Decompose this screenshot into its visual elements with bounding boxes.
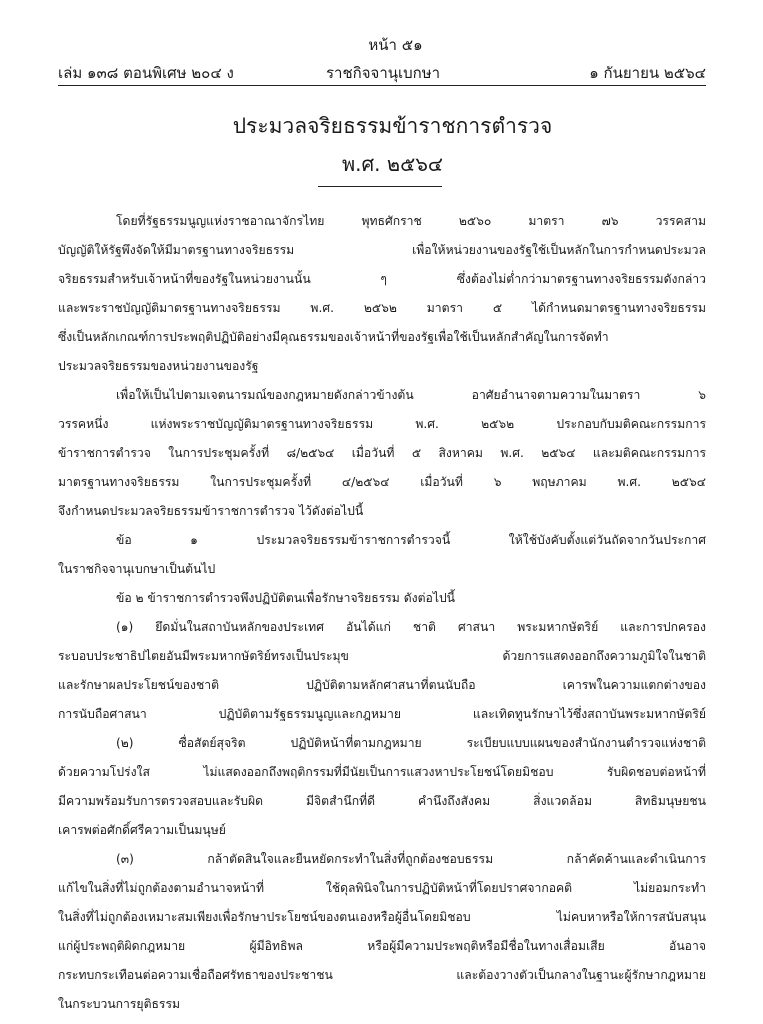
paragraph-line: จริยธรรมสำหรับเจ้าหน้าที่ของรัฐในหน่วยงานนั้น ๆ ซึ่งต้องไม่ต่ำกว่ามาตรฐานทางจริยธรรมดังกล่าว: [58, 272, 706, 286]
document-title: ประมวลจริยธรรมข้าราชการตำรวจ: [232, 114, 553, 138]
clause-1-line: ข้อ ๑ ประมวลจริยธรรมข้าราชการตำรวจนี้ ให้ใช้บังคับตั้งแต่วันถัดจากวันประกาศ: [116, 533, 706, 547]
clause-2-line: ข้อ ๒ ข้าราชการตำรวจพึงปฏิบัติตนเพื่อรักษาจริยธรรม ดังต่อไปนี้: [116, 591, 456, 605]
paragraph-line: บัญญัติให้รัฐพึงจัดให้มีมาตรฐานทางจริยธรรม เพื่อให้หน่วยงานของรัฐใช้เป็นหลักในการกำหนดประมวล: [58, 243, 706, 257]
item-2-line: มีความพร้อมรับการตรวจสอบและรับผิด มีจิตสำนึกที่ดี คำนึงถึงสังคม สิ่งแวดล้อม สิทธิมนุษยชน: [58, 794, 706, 808]
page-number: หน้า ๕๑: [368, 36, 423, 54]
volume-info: เล่ม ๑๓๘ ตอนพิเศษ ๒๐๔ ง: [58, 64, 234, 82]
running-header: [58, 61, 706, 86]
item-1-line: (๑) ยึดมั่นในสถาบันหลักของประเทศ อันได้แก่ ชาติ ศาสนา พระมหากษัตริย์ และการปกครอง: [116, 620, 706, 634]
item-3-line: (๓) กล้าตัดสินใจและยืนหยัดกระทำในสิ่งที่ถูกต้องชอบธรรม กล้าคัดค้านและดำเนินการ: [116, 852, 706, 866]
paragraph-line: และพระราชบัญญัติมาตรฐานทางจริยธรรม พ.ศ. ๒๕๖๒ มาตรา ๕ ได้กำหนดมาตรฐานทางจริยธรรม: [58, 301, 706, 315]
item-2-line: เคารพต่อศักดิ์ศรีความเป็นมนุษย์: [58, 823, 226, 837]
title-divider: [318, 186, 442, 187]
item-3-line: ในสิ่งที่ไม่ถูกต้องเหมาะสมเพียงเพื่อรักษาประโยชน์ของตนเองหรือผู้อื่นโดยมิชอบ ไม่คบหาหรือให้การสนับสนุน: [58, 910, 706, 924]
paragraph-line: มาตรฐานทางจริยธรรม ในการประชุมครั้งที่ ๔/๒๕๖๔ เมื่อวันที่ ๖ พฤษภาคม พ.ศ. ๒๕๖๔: [58, 475, 706, 489]
item-3-line: กระทบกระเทือนต่อความเชื่อถือศรัทธาของประชาชน และต้องวางตัวเป็นกลางในฐานะผู้รักษากฎหมาย: [58, 968, 706, 982]
paragraph-line: เพื่อให้เป็นไปตามเจตนารมณ์ของกฎหมายดังกล่าวข้างต้น อาศัยอำนาจตามความในมาตรา ๖: [116, 388, 706, 402]
item-3-line: แก่ผู้ประพฤติผิดกฎหมาย ผู้มีอิทธิพล หรือผู้มีความประพฤติหรือมีชื่อในทางเสื่อมเสีย อันอาจ: [58, 939, 706, 953]
item-3-line: แก้ไขในสิ่งที่ไม่ถูกต้องตามอำนาจหน้าที่ ใช้ดุลพินิจในการปฏิบัติหน้าที่โดยปราศจากอคติ ไม่ยอมกระทำ: [58, 881, 706, 895]
paragraph-line: วรรคหนึ่ง แห่งพระราชบัญญัติมาตรฐานทางจริยธรรม พ.ศ. ๒๕๖๒ ประกอบกับมติคณะกรรมการ: [58, 417, 706, 431]
item-2-line: ด้วยความโปร่งใส ไม่แสดงออกถึงพฤติกรรมที่มีนัยเป็นการแสวงหาประโยชน์โดยมิชอบ รับผิดชอบต่อหน้าที่: [58, 765, 706, 779]
document-body: [58, 207, 706, 1019]
paragraph-line: ซึ่งเป็นหลักเกณฑ์การประพฤติปฏิบัติอย่างมีคุณธรรมของเจ้าหน้าที่ของรัฐเพื่อใช้เป็นหลักสำคัญในการจัดทำ: [58, 330, 609, 344]
publication-date: ๑ กันยายน ๒๕๖๔: [589, 64, 706, 82]
paragraph-line: ประมวลจริยธรรมของหน่วยงานของรัฐ: [58, 359, 259, 373]
paragraph-line: จึงกำหนดประมวลจริยธรรมข้าราชการตำรวจ ไว้ดังต่อไปนี้: [58, 504, 364, 518]
item-2-line: (๒) ซื่อสัตย์สุจริต ปฏิบัติหน้าที่ตามกฎหมาย ระเบียบแบบแผนของสำนักงานตำรวจแห่งชาติ: [116, 736, 706, 750]
document-year: พ.ศ. ๒๕๖๔: [341, 152, 444, 176]
item-1-line: การนับถือศาสนา ปฏิบัติตามรัฐธรรมนูญและกฎหมาย และเทิดทูนรักษาไว้ซึ่งสถาบันพระมหากษัตริย์: [58, 707, 706, 721]
clause-1-line: ในราชกิจจานุเบกษาเป็นต้นไป: [58, 562, 216, 576]
item-1-line: และรักษาผลประโยชน์ของชาติ ปฏิบัติตามหลักศาสนาที่ตนนับถือ เคารพในความแตกต่างของ: [58, 678, 706, 692]
item-3-line: ในกระบวนการยุติธรรม: [58, 997, 181, 1011]
paragraph-line: โดยที่รัฐธรรมนูญแห่งราชอาณาจักรไทย พุทธศักราช ๒๕๖๐ มาตรา ๗๖ วรรคสาม: [116, 214, 706, 228]
item-1-line: ระบอบประชาธิปไตยอันมีพระมหากษัตริย์ทรงเป็นประมุข ด้วยการแสดงออกถึงความภูมิใจในชาติ: [58, 649, 706, 663]
publication-name: ราชกิจจานุเบกษา: [326, 64, 441, 82]
paragraph-line: ข้าราชการตำรวจ ในการประชุมครั้งที่ ๘/๒๕๖๔ เมื่อวันที่ ๕ สิงหาคม พ.ศ. ๒๕๖๔ และมติคณะกรรมการ: [58, 446, 706, 460]
